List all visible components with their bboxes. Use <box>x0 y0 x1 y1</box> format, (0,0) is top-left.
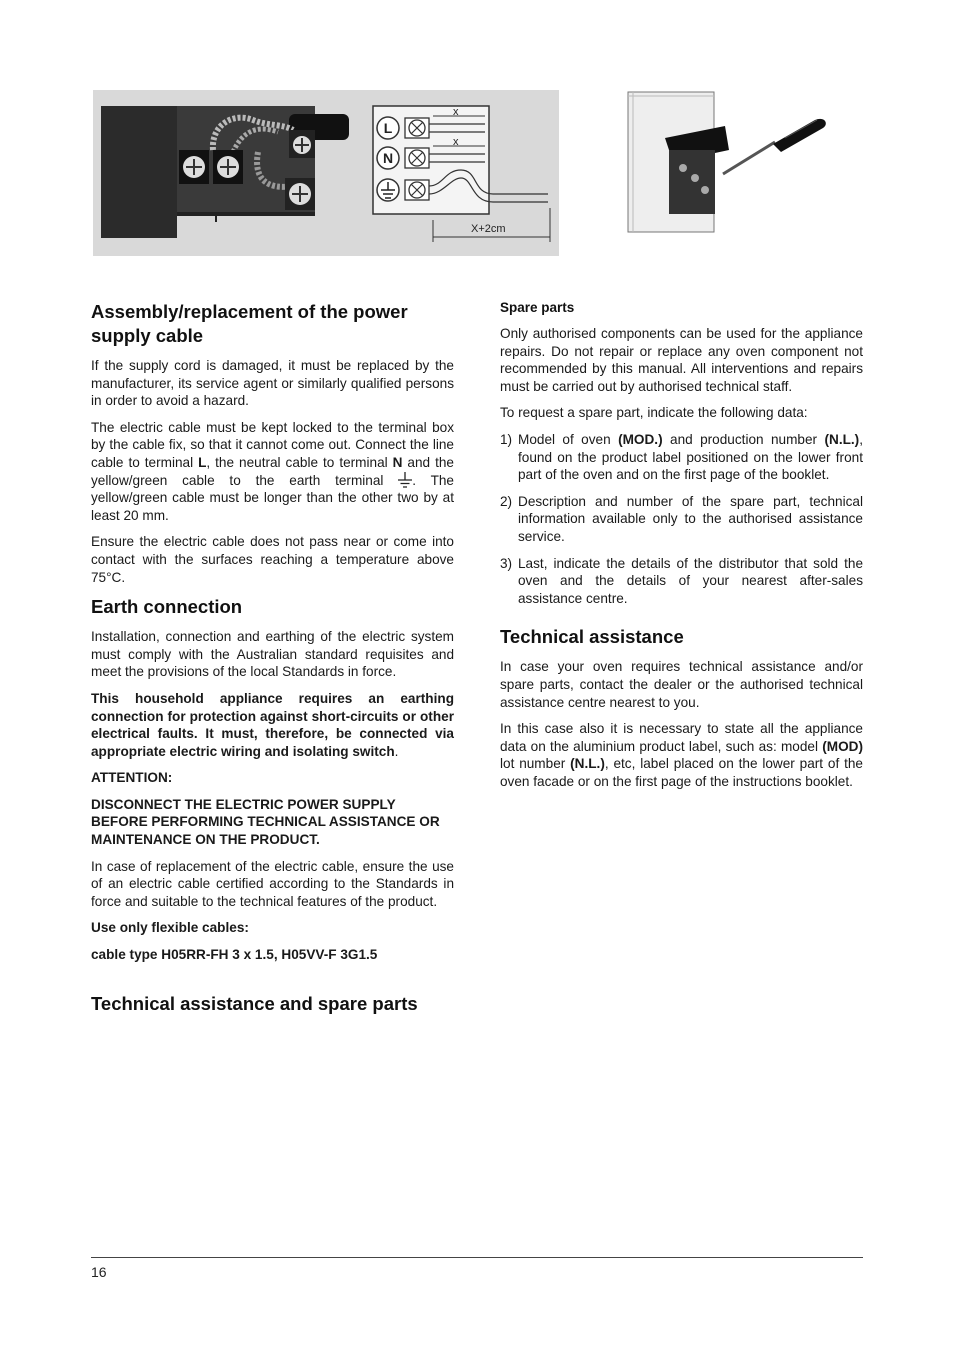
housing-side <box>101 106 177 238</box>
text-span: In this case also it is necessary to state all the appliance data on the aluminium product label, such as: model <box>500 721 863 754</box>
terminal-n-label: N <box>392 454 403 470</box>
para-contact-dealer: In case your oven requires technical assistance and/or spare parts, contact the dealer or the authorised technical assistance centre nearest to you. <box>500 659 863 710</box>
text-span: The electric cable must be kept locked to the terminal box by the cable fix, so that it cannot come out. Connect the line cable to terminal <box>91 419 454 470</box>
right-column <box>500 300 863 799</box>
dim-x-plus-2cm: X+2cm <box>471 223 506 235</box>
dim-x-mid: x <box>453 136 459 148</box>
list-number: 1) <box>500 431 513 447</box>
text-span: . <box>394 743 399 759</box>
para-temperature: Ensure the electric cable does not pass near or come into contact with the surfaces reaching a temperature above 75°C. <box>91 534 454 585</box>
dim-x-top: x <box>453 106 459 118</box>
screwdriver-figure <box>625 90 835 235</box>
text-span: , found on the product label positioned on the lower front part of the oven and on the first page of the booklet. <box>518 431 863 483</box>
footer-divider <box>91 1257 863 1258</box>
screwdriver-illustration <box>625 90 835 235</box>
para-cable-replacement: In case of replacement of the electric cable, ensure the use of an electric cable certified according to the Standards in force and suitable to the technical features of the product. <box>91 858 454 909</box>
text-bold: (MOD.) <box>618 431 663 447</box>
screwdriver-handle <box>773 119 826 152</box>
cable-type: cable type H05RR-FH 3 x 1.5, H05VV-F 3G1.5 <box>91 947 378 963</box>
spare-part-data-list <box>500 431 863 607</box>
list-item <box>500 555 863 608</box>
list-item <box>500 431 863 484</box>
text-span: . The yellow/green cable must be longer than the other two by at least 20 mm. <box>91 472 454 523</box>
terminal-l-label: L <box>198 454 207 470</box>
list-item <box>500 493 863 546</box>
para-authorised: Only authorised components can be used for the appliance repairs. Do not repair or replace any oven component not recommended by this manual. All interventions and repairs must be carried out by authorised technical staff. <box>500 326 863 394</box>
para-cable-lock <box>91 419 454 525</box>
text-span: lot number <box>500 756 571 772</box>
heading-assembly: Assembly/replacement of the power supply cable <box>91 301 408 346</box>
text-span: Last, indicate the details of the distributor that sold the oven and the details of your nearest after-sales assistance centre. <box>518 555 863 606</box>
terminal-block-figure <box>93 90 559 256</box>
flexible-cables-label: Use only flexible cables: <box>91 920 249 936</box>
terminal-n-text: N <box>382 150 394 166</box>
text-span: and the yellow/green cable to the earth terminal <box>91 454 454 488</box>
text-bold: (N.L.) <box>824 431 860 447</box>
heading-tech-spare: Technical assistance and spare parts <box>91 992 418 1014</box>
screwdriver-shaft <box>723 142 775 174</box>
heading-earth: Earth connection <box>91 596 243 618</box>
left-column <box>91 300 454 1025</box>
terminal-wiring-illustration <box>93 90 559 256</box>
earth-icon <box>398 472 412 488</box>
list-number: 2) <box>500 493 513 509</box>
list-number: 3) <box>500 555 513 571</box>
attention-label: ATTENTION: <box>91 770 173 786</box>
para-installation: Installation, connection and earthing of the electric system must comply with the Australian standard requisites and meet the provisions of the local Standards in force. <box>91 629 454 680</box>
heading-spare-parts: Spare parts <box>500 300 575 315</box>
para-request: To request a spare part, indicate the following data: <box>500 405 808 421</box>
text-span: Description and number of the spare part, technical information available only to the authorised assistance service. <box>518 493 863 544</box>
terminal-l-text: L <box>383 120 393 136</box>
text-span: Model of oven <box>518 431 619 447</box>
disconnect-warning: DISCONNECT THE ELECTRIC POWER SUPPLY BEFORE PERFORMING TECHNICAL ASSISTANCE OR MAINTENANCE ON THE PRODUCT. <box>91 796 440 848</box>
text-span: and production number <box>662 431 825 447</box>
text-span: , etc, label placed on the lower part of the oven facade or on the first page of the instructions booklet. <box>500 756 863 789</box>
text-bold: (N.L.) <box>570 756 605 772</box>
heading-technical-assistance: Technical assistance <box>500 626 684 648</box>
para-earthing-required <box>91 690 454 760</box>
text-bold: (MOD) <box>822 738 863 754</box>
page-number: 16 <box>91 1264 107 1280</box>
terminal-block <box>669 150 715 214</box>
para-supply-cord: If the supply cord is damaged, it must be replaced by the manufacturer, its service agent or similarly qualified persons in order to avoid a hazard. <box>91 358 454 409</box>
text-span: , the neutral cable to terminal <box>206 454 393 470</box>
para-product-label <box>500 720 863 790</box>
text-bold: This household appliance requires an earthing connection for protection against short-circuits or other electrical faults. It must, therefore, be connected via appropriate electric wiring and isolating switch <box>91 690 454 759</box>
